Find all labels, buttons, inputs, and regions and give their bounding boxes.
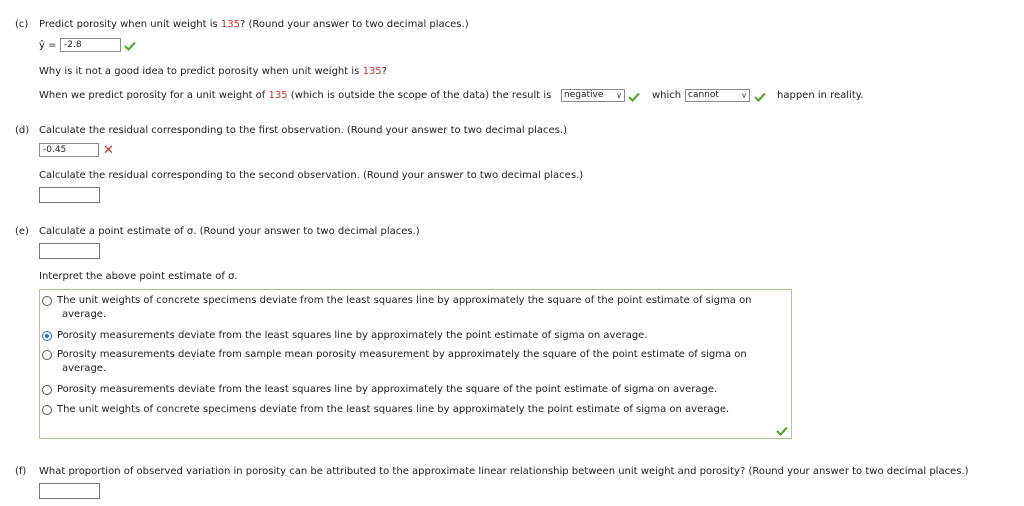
reality-select[interactable]: cannot ∨: [685, 89, 750, 102]
part-f-question: What proportion of observed variation in porosity can be attributed to the approximate linear relationship between unit weight and porosity? (Round your answer to two decimal places.): [39, 466, 969, 477]
proportion-input[interactable]: [39, 483, 100, 499]
part-c-label: (c): [15, 19, 29, 30]
why-question: Why is it not a good idea to predict porosity when unit weight is 135?: [39, 66, 387, 77]
correct-check-icon: [124, 41, 136, 51]
part-f-label: (f): [15, 466, 27, 477]
chevron-down-icon: ∨: [616, 91, 622, 100]
radio-option-2[interactable]: [42, 350, 52, 360]
part-e-label: (e): [15, 226, 29, 237]
when-sentence: When we predict porosity for a unit weight of 135 (which is outside the scope of the data) the result is: [39, 90, 552, 101]
part-d-question2: Calculate the residual corresponding to the second observation. (Round your answer to two decimal places.): [39, 170, 584, 181]
result-select[interactable]: negative ∨: [561, 89, 625, 102]
incorrect-x-icon: ✕: [103, 143, 114, 158]
yhat-label: ŷ =: [39, 40, 57, 51]
reality-label: happen in reality.: [777, 90, 864, 101]
part-e-question: Calculate a point estimate of σ. (Round your answer to two decimal places.): [39, 226, 420, 237]
radio-option-3[interactable]: [42, 385, 52, 395]
yhat-input[interactable]: -2.8: [60, 38, 121, 52]
interpretation-options: [39, 289, 792, 439]
residual2-input[interactable]: [39, 187, 100, 203]
chevron-down-icon: ∨: [741, 91, 747, 100]
part-c-question: Predict porosity when unit weight is 135? (Round your answer to two decimal places.): [39, 19, 469, 30]
correct-check-icon: [754, 92, 766, 102]
radio-option-0[interactable]: [42, 296, 52, 306]
radio-option-1-selected[interactable]: [42, 331, 52, 341]
sigma-input[interactable]: [39, 243, 100, 259]
interpret-prompt: Interpret the above point estimate of σ.: [39, 271, 238, 282]
correct-check-icon: [776, 426, 788, 436]
part-d-question1: Calculate the residual corresponding to the first observation. (Round your answer to two decimal places.): [39, 125, 567, 136]
radio-option-4[interactable]: [42, 405, 52, 415]
correct-check-icon: [628, 92, 640, 102]
which-label: which: [652, 90, 682, 101]
part-d-label: (d): [15, 125, 30, 136]
residual1-input[interactable]: -0.45: [39, 143, 99, 157]
